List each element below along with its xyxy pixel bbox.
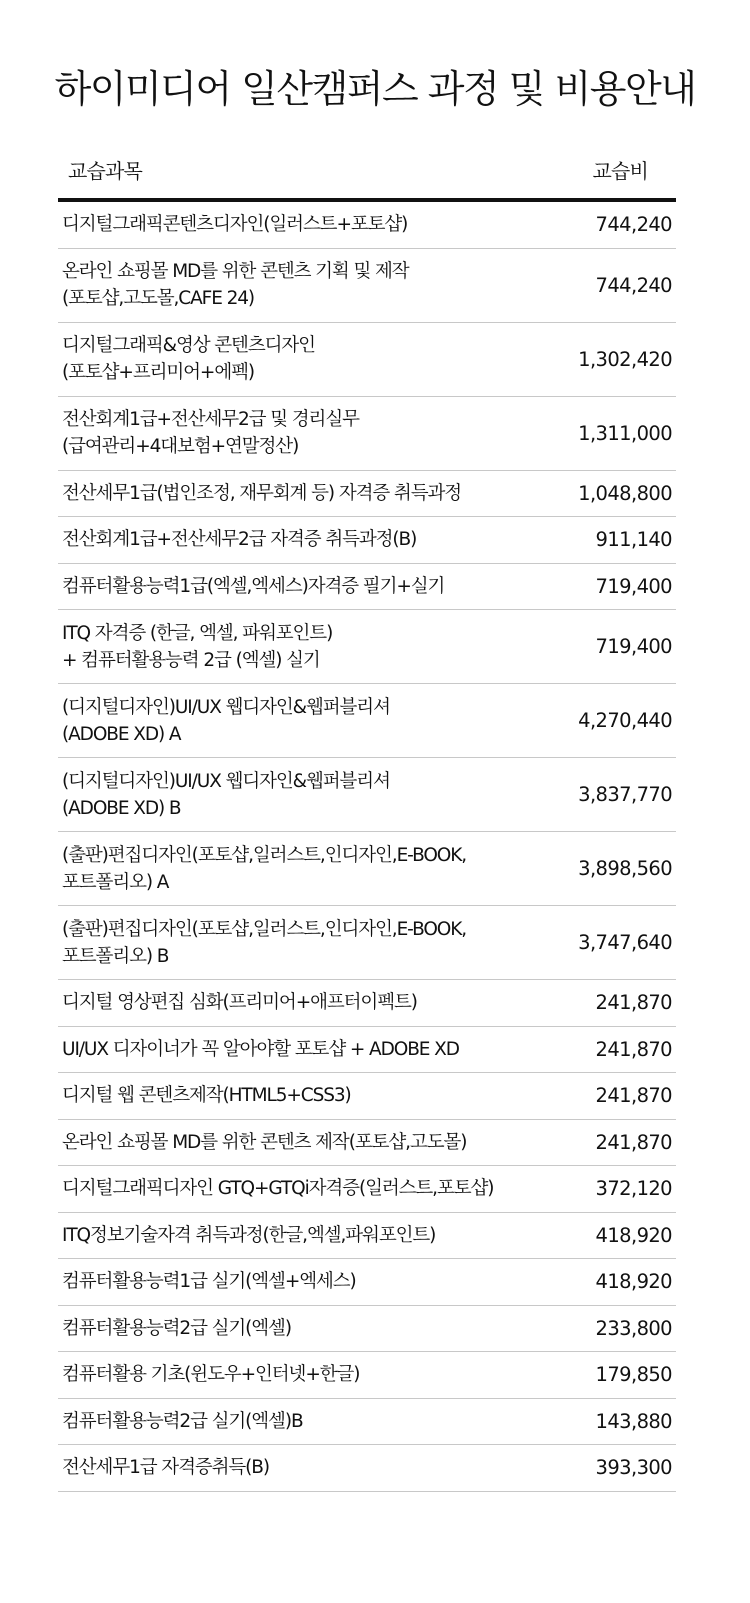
course-name: 전산세무1급(법인조정, 재무회계 등) 자격증 취득과정	[62, 482, 462, 504]
table-row	[58, 323, 676, 397]
course-name: 컴퓨터활용 기초(윈도우+인터넷+한글)	[62, 1364, 360, 1386]
course-name: 디지털그래픽&영상 콘텐츠디자인 (포토샵+프리미어+에펙)	[62, 335, 315, 383]
table-row	[58, 249, 676, 323]
table-row	[58, 980, 676, 1027]
course-name: 디지털그래픽디자인 GTQ+GTQi자격증(일러스트,포토샵)	[62, 1178, 494, 1200]
course-name: 디지털그래픽콘텐츠디자인(일러스트+포토샵)	[62, 214, 408, 236]
table-row	[58, 1027, 676, 1074]
course-fee: 233,800	[595, 1316, 672, 1340]
table-row	[58, 758, 676, 832]
course-fee: 372,120	[595, 1177, 672, 1201]
table-row	[58, 564, 676, 611]
course-fee-table	[58, 148, 676, 1492]
course-name: ITQ정보기술자격 취득과정(한글,엑셀,파워포인트)	[62, 1224, 436, 1246]
course-fee: 241,870	[595, 1084, 672, 1108]
header-fee: 교습비	[592, 159, 648, 183]
course-fee: 241,870	[595, 1037, 672, 1061]
course-fee: 719,400	[595, 574, 672, 598]
table-row	[58, 610, 676, 684]
course-name: 전산회계1급+전산세무2급 및 경리실무 (급여관리+4대보험+연말정산)	[62, 409, 359, 457]
course-fee: 418,920	[595, 1223, 672, 1247]
course-fee: 1,048,800	[578, 481, 672, 505]
course-name: ITQ 자격증 (한글, 엑셀, 파워포인트) + 컴퓨터활용능력 2급 (엑셀) 실기	[62, 622, 333, 671]
course-name: 컴퓨터활용능력1급 실기(엑셀+엑세스)	[62, 1271, 356, 1293]
table-row	[58, 517, 676, 564]
table-body	[58, 202, 676, 1492]
course-name: (디지털디자인)UI/UX 웹디자인&웹퍼블리셔 (ADOBE XD) A	[62, 696, 390, 745]
course-name: 디지털 영상편집 심화(프리미어+애프터이펙트)	[62, 992, 417, 1014]
course-fee: 1,302,420	[578, 347, 672, 371]
course-name: (출판)편집디자인(포토샵,일러스트,인디자인,E-BOOK, 포트폴리오) A	[62, 844, 467, 893]
course-name: 컴퓨터활용능력2급 실기(엑셀)	[62, 1317, 291, 1339]
table-row	[58, 832, 676, 906]
table-row	[58, 1073, 676, 1120]
table-row	[58, 906, 676, 980]
table-row	[58, 1352, 676, 1399]
course-name: (출판)편집디자인(포토샵,일러스트,인디자인,E-BOOK, 포트폴리오) B	[62, 918, 467, 967]
table-row	[58, 471, 676, 518]
course-fee: 418,920	[595, 1270, 672, 1294]
course-name: UI/UX 디자이너가 꼭 알아야할 포토샵 + ADOBE XD	[62, 1038, 459, 1060]
course-name: 전산회계1급+전산세무2급 자격증 취득과정(B)	[62, 529, 417, 551]
table-row	[58, 1213, 676, 1260]
course-fee: 393,300	[595, 1456, 672, 1480]
course-name: 디지털 웹 콘텐츠제작(HTML5+CSS3)	[62, 1085, 351, 1107]
table-row	[58, 202, 676, 249]
course-fee: 3,837,770	[578, 783, 672, 806]
course-fee: 744,240	[595, 213, 672, 237]
course-name: 온라인 쇼핑몰 MD를 위한 콘텐츠 기획 및 제작 (포토샵,고도몰,CAFE 24)	[62, 261, 409, 309]
table-row	[58, 1306, 676, 1353]
course-fee: 1,311,000	[578, 421, 672, 445]
header-course: 교습과목	[68, 159, 143, 183]
table-row	[58, 1259, 676, 1306]
course-fee: 744,240	[595, 273, 672, 297]
table-header	[58, 148, 676, 202]
course-fee: 143,880	[595, 1409, 672, 1433]
table-row	[58, 1166, 676, 1213]
course-fee: 241,870	[595, 1130, 672, 1154]
course-fee: 719,400	[595, 635, 672, 658]
course-name: 컴퓨터활용능력1급(엑셀,엑세스)자격증 필기+실기	[62, 575, 445, 597]
course-name: 전산세무1급 자격증취득(B)	[62, 1457, 269, 1479]
course-name: (디지털디자인)UI/UX 웹디자인&웹퍼블리셔 (ADOBE XD) B	[62, 770, 390, 819]
course-name: 컴퓨터활용능력2급 실기(엑셀)B	[62, 1410, 303, 1432]
course-fee: 179,850	[595, 1363, 672, 1387]
course-fee: 3,747,640	[578, 931, 672, 954]
page-title: 하이미디어 일산캠퍼스 과정 및 비용안내	[54, 67, 696, 111]
course-fee: 911,140	[595, 528, 672, 552]
table-row	[58, 397, 676, 471]
course-fee: 3,898,560	[578, 857, 672, 880]
course-fee: 4,270,440	[578, 709, 672, 732]
table-row	[58, 1399, 676, 1446]
table-row	[58, 1120, 676, 1167]
table-row	[58, 684, 676, 758]
table-row	[58, 1445, 676, 1492]
course-fee: 241,870	[595, 991, 672, 1015]
course-name: 온라인 쇼핑몰 MD를 위한 콘텐츠 제작(포토샵,고도몰)	[62, 1131, 467, 1153]
